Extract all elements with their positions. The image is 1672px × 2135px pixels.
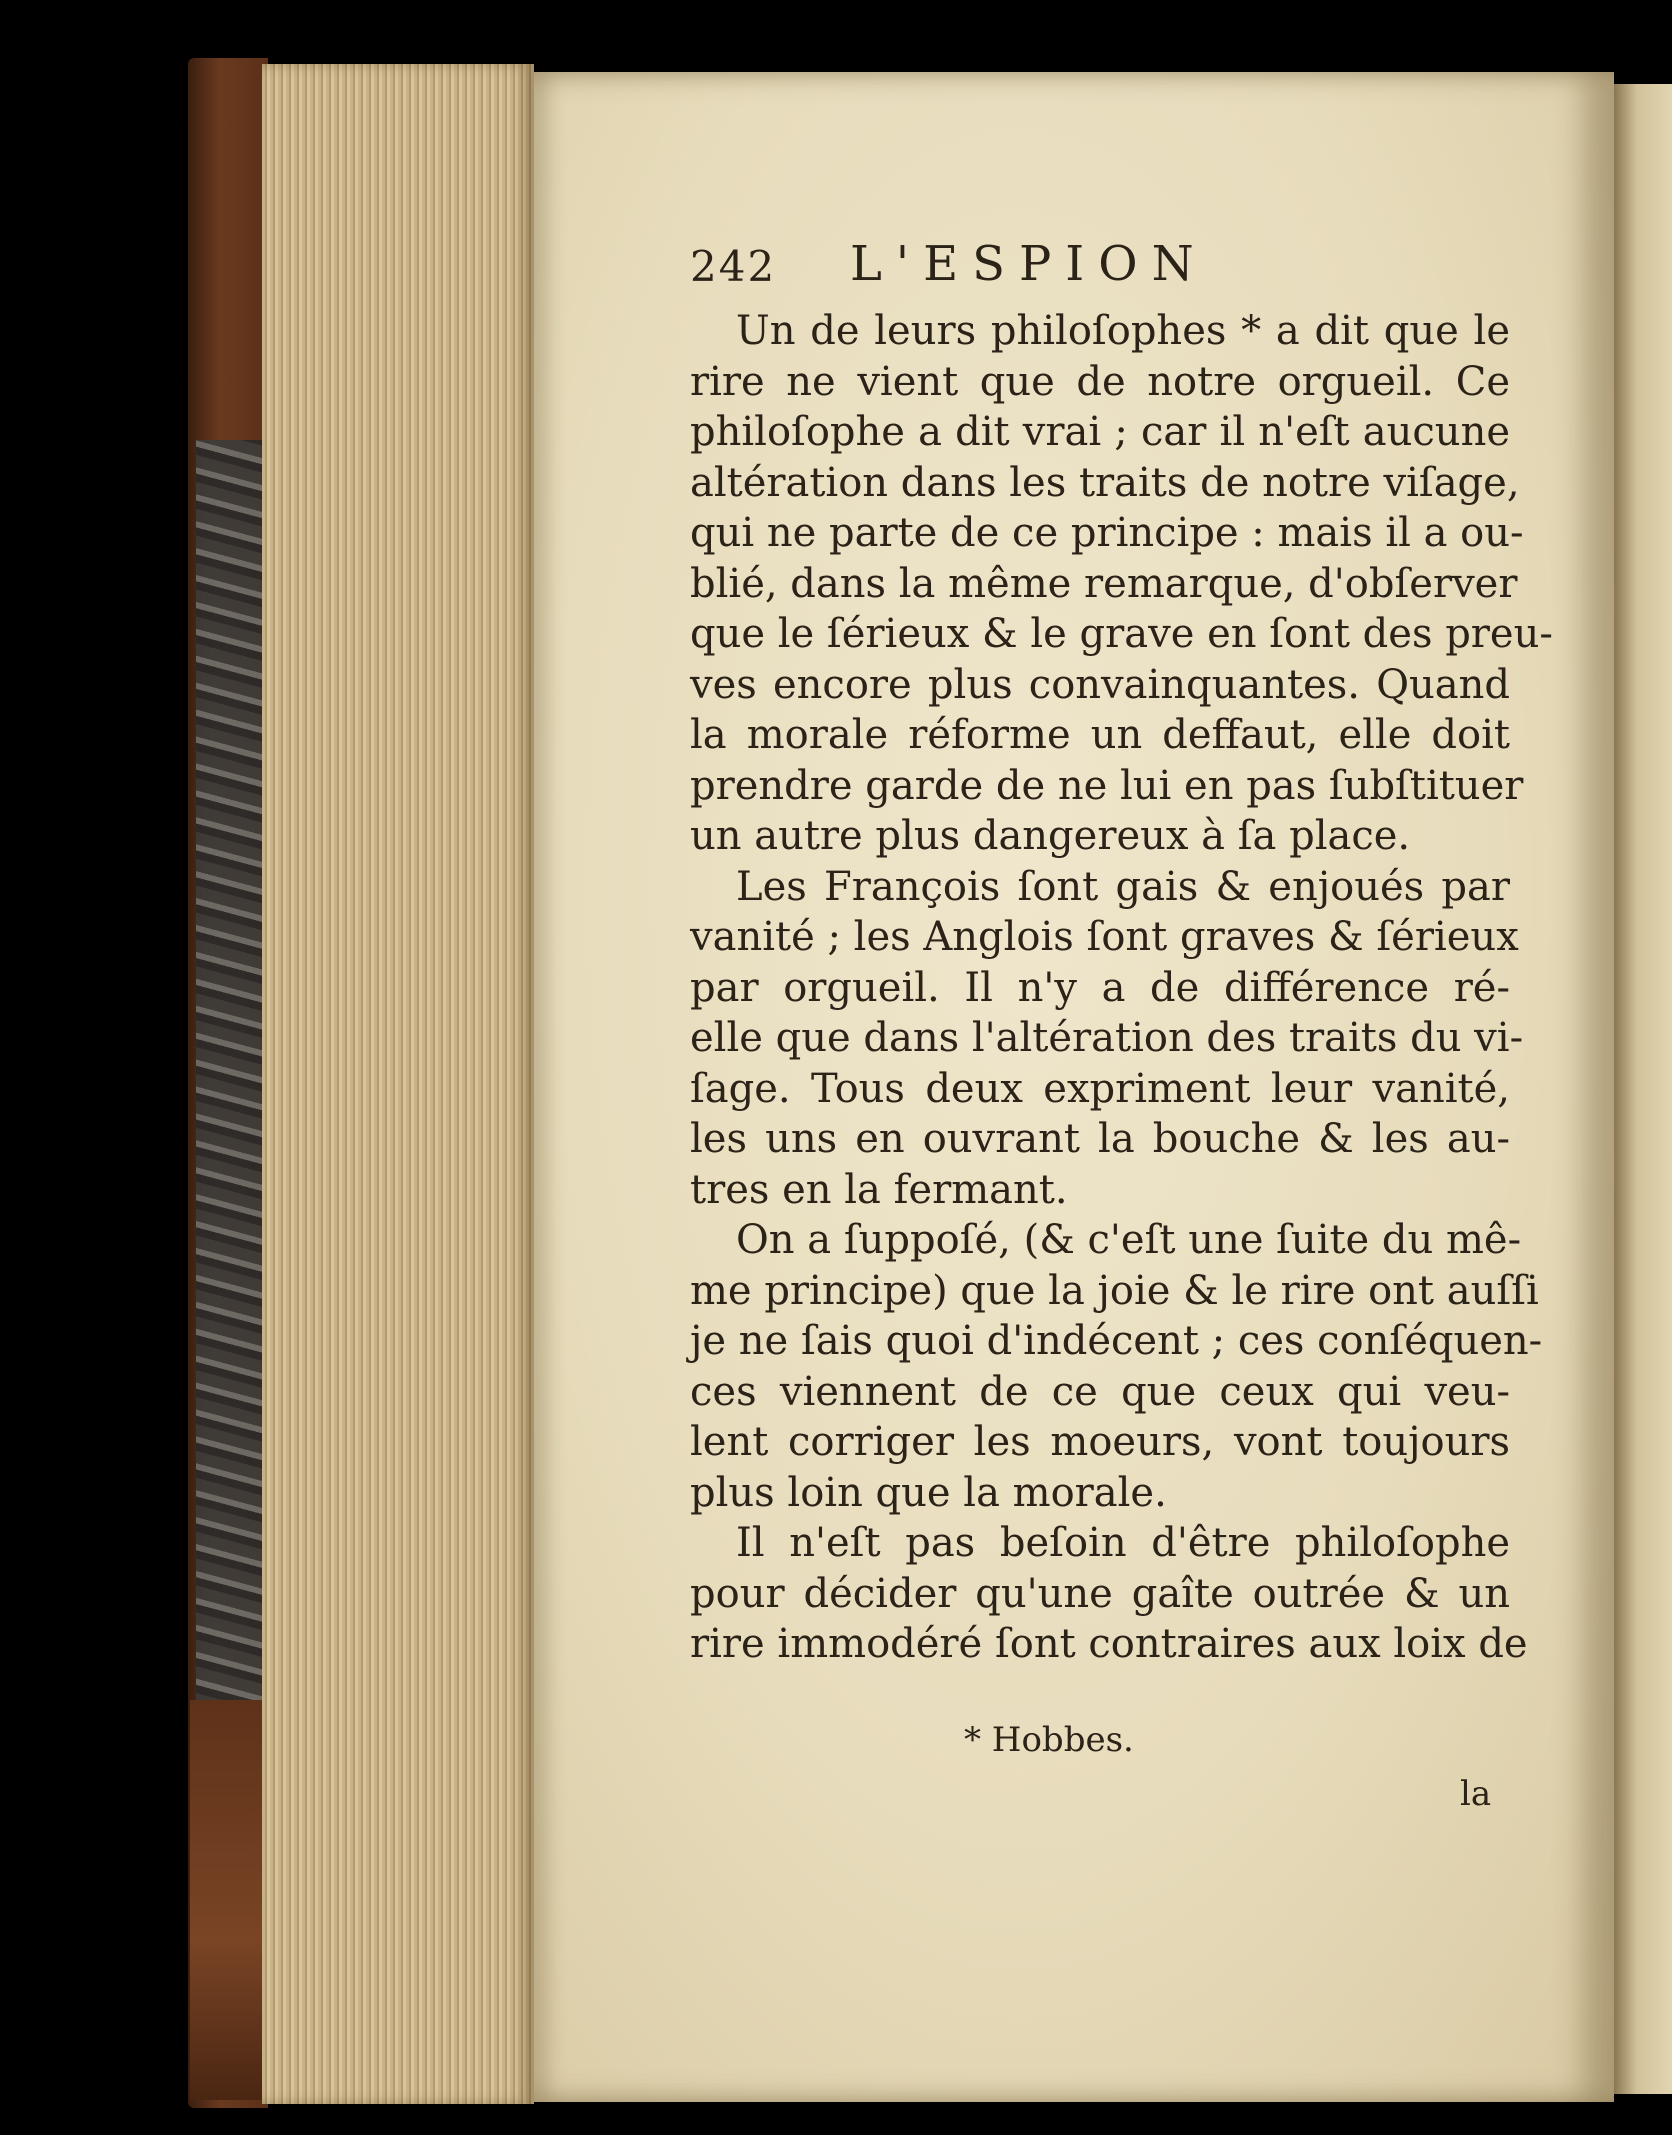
footnote: * Hobbes. bbox=[964, 1720, 1134, 1760]
text-line: rire ne vient que de notre orgueil. Ce bbox=[690, 358, 1510, 405]
text-line: je ne ſais quoi d'indécent ; ces conſéquen- bbox=[690, 1318, 1543, 1364]
text-line: altération dans les traits de notre viſage, bbox=[690, 459, 1520, 506]
text-line: la morale réforme un deffaut, elle doit bbox=[690, 712, 1510, 758]
text-line: lent corriger les moeurs, vont toujours bbox=[690, 1419, 1510, 1465]
text-line: Les François ſont gais & enjoués par bbox=[736, 863, 1510, 910]
text-line: Un de leurs philoſophes * a dit que le bbox=[736, 308, 1510, 354]
text-line: ves encore plus convainquantes. Quand bbox=[690, 661, 1510, 708]
text-line: vanité ; les Anglois ſont graves & ſérieux bbox=[690, 914, 1519, 960]
marbled-board bbox=[196, 440, 268, 1720]
catchword: la bbox=[1460, 1774, 1492, 1814]
text-line: tres en la fermant. bbox=[690, 1166, 1068, 1213]
book-cover-corner bbox=[190, 1700, 268, 2100]
text-line: qui ne parte de ce principe : mais il a ou- bbox=[690, 510, 1524, 556]
text-line: On a ſuppoſé, (& c'eſt une ſuite du mê- bbox=[736, 1217, 1522, 1263]
page-number: 242 bbox=[690, 242, 777, 291]
page-block-edge bbox=[262, 64, 534, 2104]
text-line: rire immodéré ſont contraires aux loix de bbox=[690, 1621, 1528, 1667]
text-line: les uns en ouvrant la bouche & les au- bbox=[690, 1116, 1510, 1162]
running-header bbox=[690, 236, 1390, 296]
text-line: que le ſérieux & le grave en ſont des preu- bbox=[690, 611, 1553, 657]
text-line: ſage. Tous deux expriment leur vanité, bbox=[690, 1065, 1510, 1112]
text-line: pour décider qu'une gaîte outrée & un bbox=[690, 1570, 1510, 1617]
text-line: un autre plus dangereux à ſa place. bbox=[690, 813, 1411, 859]
text-line: prendre garde de ne lui en pas ſubſtituer bbox=[690, 762, 1524, 809]
text-line: par orgueil. Il n'y a de différence ré- bbox=[690, 964, 1510, 1011]
text-line: plus loin que la morale. bbox=[690, 1469, 1167, 1516]
text-line: me principe) que la joie & le rire ont auſſi bbox=[690, 1267, 1539, 1314]
facing-page-edge bbox=[1614, 84, 1672, 2094]
text-line: philoſophe a dit vrai ; car il n'eſt aucune bbox=[690, 409, 1510, 455]
running-head-title: L'ESPION bbox=[850, 236, 1208, 292]
page-body-text bbox=[690, 306, 1553, 1670]
text-line: blié, dans la même remarque, d'obſerver bbox=[690, 560, 1518, 607]
text-line: Il n'eſt pas beſoin d'être philoſophe bbox=[736, 1520, 1510, 1566]
text-line: elle que dans l'altération des traits du vi- bbox=[690, 1015, 1524, 1061]
text-line: ces viennent de ce que ceux qui veu- bbox=[690, 1368, 1510, 1415]
